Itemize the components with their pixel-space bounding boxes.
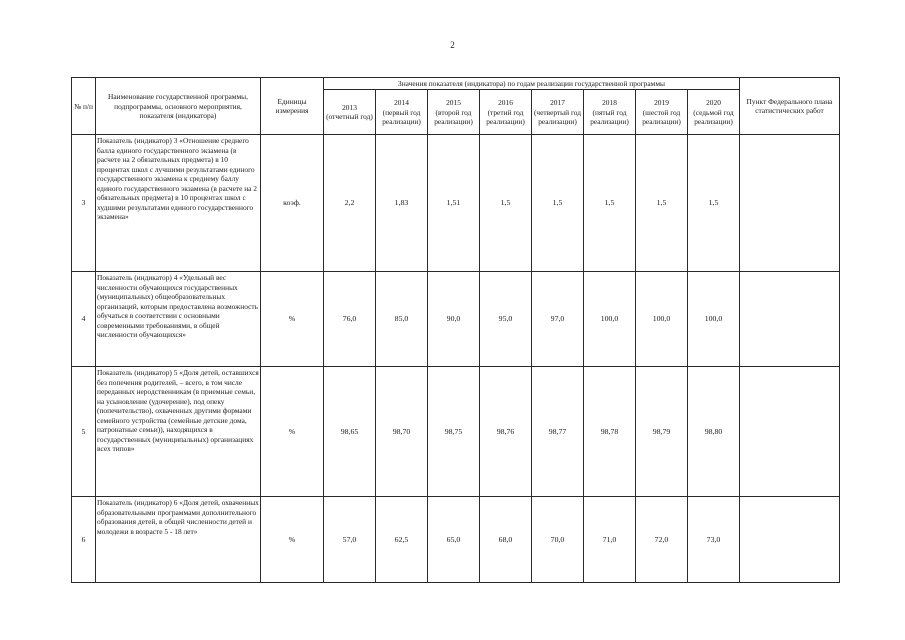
header-year	[324, 90, 376, 135]
value-cell: 76,0	[324, 272, 376, 367]
value-cell: 72,0	[636, 497, 688, 583]
header-year	[688, 90, 740, 135]
row-number: 3	[72, 135, 96, 272]
value-cell: 100,0	[636, 272, 688, 367]
year-label: 2020	[706, 98, 721, 108]
year-note: (шестой год реализации)	[642, 107, 681, 126]
value-cell: 98,79	[636, 367, 688, 497]
header-year	[428, 90, 480, 135]
year-note: (отчетный год)	[326, 112, 373, 122]
row-number: 6	[72, 497, 96, 583]
year-label: 2016	[498, 98, 513, 108]
value-cell: 98,76	[480, 367, 532, 497]
unit-cell: коэф.	[261, 135, 324, 272]
value-cell: 90,0	[428, 272, 480, 367]
value-cell: 98,77	[532, 367, 584, 497]
fed-plan-cell	[740, 497, 840, 583]
year-note: (третий год реализации)	[486, 107, 525, 126]
year-note: (четвертый год реализации)	[533, 107, 582, 126]
indicator-name: Показатель (индикатор) 3 «Отношение среднего балла единого государственного экзамена (в расчете на 2 обязательных предмета) в 10 процентах школ с лучшими результатами единого государственного экзамена к среднему баллу единого государственного экзамена (в расчете на 2 обязательных предмета) в 10 процентах школ с худшими результатами единого государственного экзамена»	[96, 135, 261, 272]
value-cell: 1,5	[688, 135, 740, 272]
value-cell: 1,5	[584, 135, 636, 272]
indicator-table	[71, 77, 840, 583]
year-label: 2013	[342, 103, 357, 112]
table-row	[72, 135, 840, 272]
value-cell: 73,0	[688, 497, 740, 583]
table-row	[72, 272, 840, 367]
year-note: (первый год реализации)	[382, 107, 421, 126]
unit-cell: %	[261, 367, 324, 497]
value-cell: 95,0	[480, 272, 532, 367]
value-cell: 100,0	[584, 272, 636, 367]
value-cell: 57,0	[324, 497, 376, 583]
value-cell: 98,78	[584, 367, 636, 497]
header-year	[636, 90, 688, 135]
value-cell: 98,80	[688, 367, 740, 497]
header-year	[376, 90, 428, 135]
year-note: (седьмой год реализации)	[693, 107, 734, 126]
value-cell: 2,2	[324, 135, 376, 272]
header-fed-plan: Пункт Федерального плана статистических работ	[740, 78, 840, 135]
indicator-name: Показатель (индикатор) 5 «Доля детей, оставшихся без попечения родителей, – всего, в том числе переданных неродственникам (в приемные семьи, на усыновление (удочерение), под опеку (попечительство), охваченных другими формами семейного устройства (семейные детские дома, патронатные семьи)), находящихся в государственных (муниципальных) организациях всех типов»	[96, 367, 261, 497]
year-note: (пятый год реализации)	[590, 107, 629, 126]
page-number: 2	[450, 40, 455, 50]
row-number: 5	[72, 367, 96, 497]
unit-cell: %	[261, 272, 324, 367]
indicator-name: Показатель (индикатор) 4 «Удельный вес численности обучающихся государственных (муниципальных) общеобразовательных организаций, которым предоставлена возможность обучаться в соответствии с основными современными требованиями, в общей численности обучающихся»	[96, 272, 261, 367]
value-cell: 98,75	[428, 367, 480, 497]
value-cell: 62,5	[376, 497, 428, 583]
table-row	[72, 367, 840, 497]
value-cell: 1,5	[532, 135, 584, 272]
year-label: 2014	[394, 98, 409, 108]
header-values-group: Значения показателя (индикатора) по годам реализации государственной программы	[324, 78, 740, 90]
value-cell: 68,0	[480, 497, 532, 583]
value-cell: 100,0	[688, 272, 740, 367]
year-label: 2018	[602, 98, 617, 108]
value-cell: 98,65	[324, 367, 376, 497]
value-cell: 1,5	[636, 135, 688, 272]
fed-plan-cell	[740, 272, 840, 367]
value-cell: 98,70	[376, 367, 428, 497]
value-cell: 65,0	[428, 497, 480, 583]
header-year	[480, 90, 532, 135]
header-name: Наименование государственной программы, подпрограммы, основного мероприятия, показателя (индикатора)	[96, 78, 261, 135]
value-cell: 70,0	[532, 497, 584, 583]
year-label: 2015	[446, 98, 461, 108]
value-cell: 1,51	[428, 135, 480, 272]
fed-plan-cell	[740, 135, 840, 272]
table-row	[72, 497, 840, 583]
value-cell: 1,5	[480, 135, 532, 272]
header-year	[584, 90, 636, 135]
unit-cell: %	[261, 497, 324, 583]
value-cell: 71,0	[584, 497, 636, 583]
value-cell: 85,0	[376, 272, 428, 367]
year-label: 2017	[550, 98, 565, 108]
header-year	[532, 90, 584, 135]
value-cell: 97,0	[532, 272, 584, 367]
indicator-name: Показатель (индикатор) 6 «Доля детей, охваченных образовательными программами дополнительного образования детей, в общей численности детей и молодежи в возрасте 5 - 18 лет»	[96, 497, 261, 583]
fed-plan-cell	[740, 367, 840, 497]
year-label: 2019	[654, 98, 669, 108]
row-number: 4	[72, 272, 96, 367]
header-no: № п/п	[72, 78, 96, 135]
year-note: (второй год реализации)	[434, 107, 473, 126]
value-cell: 1,83	[376, 135, 428, 272]
header-unit: Единицы измерения	[261, 78, 324, 135]
